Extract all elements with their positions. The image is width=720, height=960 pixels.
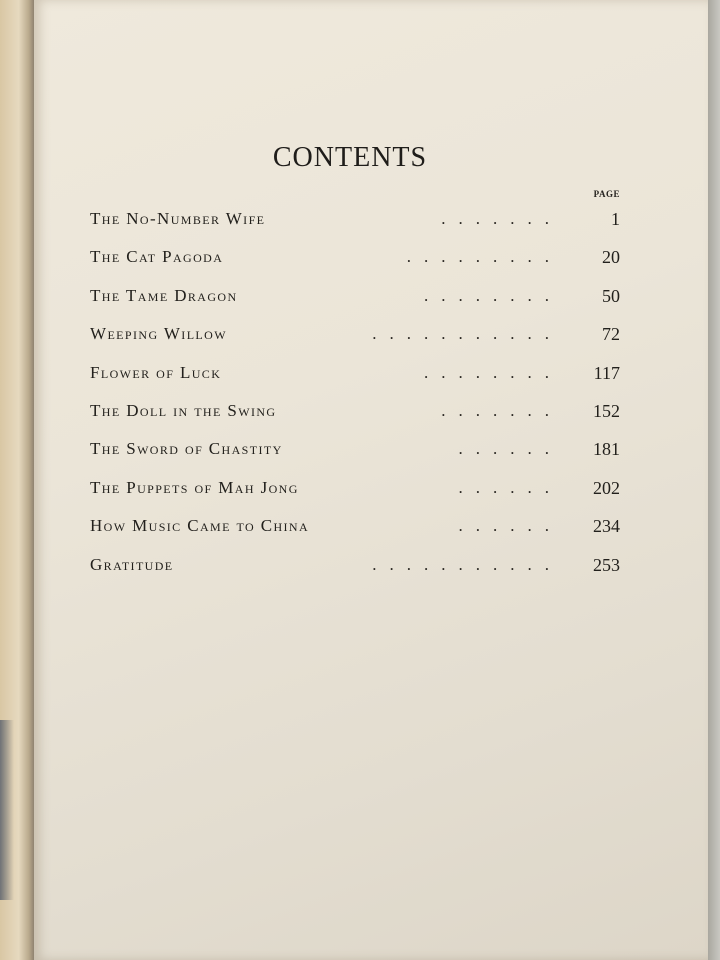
toc-entry [90,354,620,392]
toc-entry-page: 234 [593,516,620,537]
toc-entry-title: The Tame Dragon [90,285,238,305]
toc-entry-page: 202 [593,477,620,498]
toc-leader-dots: ......... [406,247,562,267]
toc-leader-dots: ...... [458,439,562,459]
toc-entry [90,315,620,353]
page-column-label: PAGE [593,189,620,199]
toc-entry-page: 50 [602,285,620,306]
toc-leader-dots: ........ [424,362,562,382]
toc-leader-dots: ....... [441,400,562,420]
toc-entry [90,392,620,430]
toc-entry-title: The Sword of Chastity [90,439,283,459]
toc-entry [90,469,620,507]
binding-shadow [0,720,14,900]
toc-entry [90,546,620,584]
toc-entry-page: 1 [611,209,620,229]
toc-entry-page: 72 [602,324,620,345]
table-of-contents [90,200,620,584]
toc-leader-dots: ...... [458,516,562,536]
toc-leader-dots: ........ [424,285,562,305]
toc-entry [90,238,620,276]
toc-entry [90,507,620,545]
toc-entry-page: 152 [593,400,620,421]
toc-entry-title: The Puppets of Mah Jong [90,477,299,497]
toc-entry-page: 181 [593,439,620,460]
toc-leader-dots: ....... [441,209,562,228]
toc-entry-page: 253 [593,554,620,575]
toc-entry-title: How Music Came to China [90,516,310,536]
background-surface [708,0,720,960]
toc-leader-dots: ........... [372,554,562,574]
toc-entry-title: Flower of Luck [90,362,222,382]
toc-entry-title: Weeping Willow [90,324,227,344]
toc-entry-title: The Cat Pagoda [90,247,224,267]
toc-entry [90,430,620,468]
toc-leader-dots: ........... [372,324,562,344]
toc-entry [90,200,620,238]
toc-entry-page: 20 [602,247,620,268]
page-title: CONTENTS [272,142,428,173]
toc-entry-title: Gratitude [90,554,174,574]
toc-leader-dots: ...... [458,477,562,497]
toc-entry-page: 117 [593,362,620,383]
toc-entry-title: The Doll in the Swing [90,400,277,420]
toc-entry-title: The No-Number Wife [90,209,266,228]
toc-entry [90,277,620,315]
